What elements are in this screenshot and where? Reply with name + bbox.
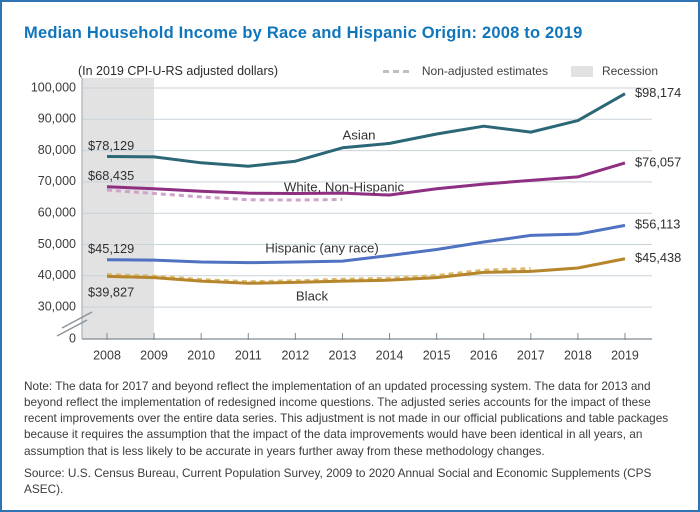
chart-legend xyxy=(383,64,658,78)
chart-title: Median Household Income by Race and Hispanic Origin: 2008 to 2019 xyxy=(24,24,583,42)
non-adjusted-dash-icon xyxy=(383,70,413,73)
recession-band xyxy=(82,78,154,339)
x-axis-tick-label: 2019 xyxy=(611,348,639,363)
note-text: Note: The data for 2017 and beyond reflect the implementation of an updated processing system. The data for 2013 and beyond reflect the implementation of redesigned income questions. The adjusted series accounts for the impact of these recent improvements over the entire data series. This adjustment is not made in our official publications and table packages because it requires the assumption that the impact of the data improvements would have been identical in all years, an assumption that is less likely to be accurate in years further away from these methodology changes. xyxy=(24,379,669,458)
x-axis-tick-label: 2010 xyxy=(187,348,216,363)
x-axis-tick-label: 2014 xyxy=(375,348,404,363)
series-name-label: White, Non-Hispanic xyxy=(283,179,405,195)
x-axis-tick-label: 2015 xyxy=(422,348,451,363)
dashed-series-group xyxy=(107,190,531,282)
series-name-label: Asian xyxy=(342,127,376,143)
series-end-value: $56,113 xyxy=(635,216,681,232)
series-start-value: $68,435 xyxy=(88,168,135,184)
recession-band-group xyxy=(82,78,154,339)
y-axis-tick-label: 70,000 xyxy=(37,174,76,189)
income-chart xyxy=(2,78,700,374)
x-axis-tick-label: 2009 xyxy=(140,348,168,363)
x-axis-tick-label: 2012 xyxy=(281,348,310,363)
series-start-value: $78,129 xyxy=(88,137,135,153)
y-axis-zero-label: 0 xyxy=(69,331,76,346)
gridline-group xyxy=(82,88,652,307)
recession-swatch-icon xyxy=(571,66,593,77)
notes-block xyxy=(24,378,682,497)
legend-recession-label: Recession xyxy=(601,64,658,78)
series-end-value: $98,174 xyxy=(635,85,682,101)
y-axis-tick-label: 80,000 xyxy=(37,142,76,157)
series-name-label: Hispanic (any race) xyxy=(265,240,379,256)
y-axis-tick-label: 50,000 xyxy=(37,236,76,251)
series-start-value: $45,129 xyxy=(88,241,135,257)
y-axis-tick-label: 60,000 xyxy=(37,205,76,220)
chart-subtitle: (In 2019 CPI-U-RS adjusted dollars) xyxy=(78,64,279,78)
x-axis-tick-label: 2011 xyxy=(234,348,262,363)
x-axis-tick-label: 2016 xyxy=(469,348,498,363)
series-name-label: Black xyxy=(295,288,329,304)
x-axis-tick-label: 2013 xyxy=(328,348,357,363)
x-axis-tick-label: 2018 xyxy=(563,348,592,363)
series-start-value: $39,827 xyxy=(88,284,135,300)
source-text: Source: U.S. Census Bureau, Current Population Survey, 2009 to 2020 Annual Social and Economic Supplements (CPS ASEC). xyxy=(24,465,652,496)
x-axis-tick-label: 2008 xyxy=(93,348,121,363)
x-axis-tick-label: 2017 xyxy=(516,348,545,363)
series-end-value: $45,438 xyxy=(635,250,682,266)
y-axis-tick-label: 100,000 xyxy=(30,80,76,95)
y-axis-tick-label: 90,000 xyxy=(37,111,76,126)
y-axis-tick-label: 40,000 xyxy=(37,268,76,283)
y-axis-tick-label: 30,000 xyxy=(37,299,76,314)
chart-plot-area xyxy=(2,78,700,374)
legend-non-adjusted-label: Non-adjusted estimates xyxy=(421,64,548,78)
series-end-value: $76,057 xyxy=(635,154,682,170)
